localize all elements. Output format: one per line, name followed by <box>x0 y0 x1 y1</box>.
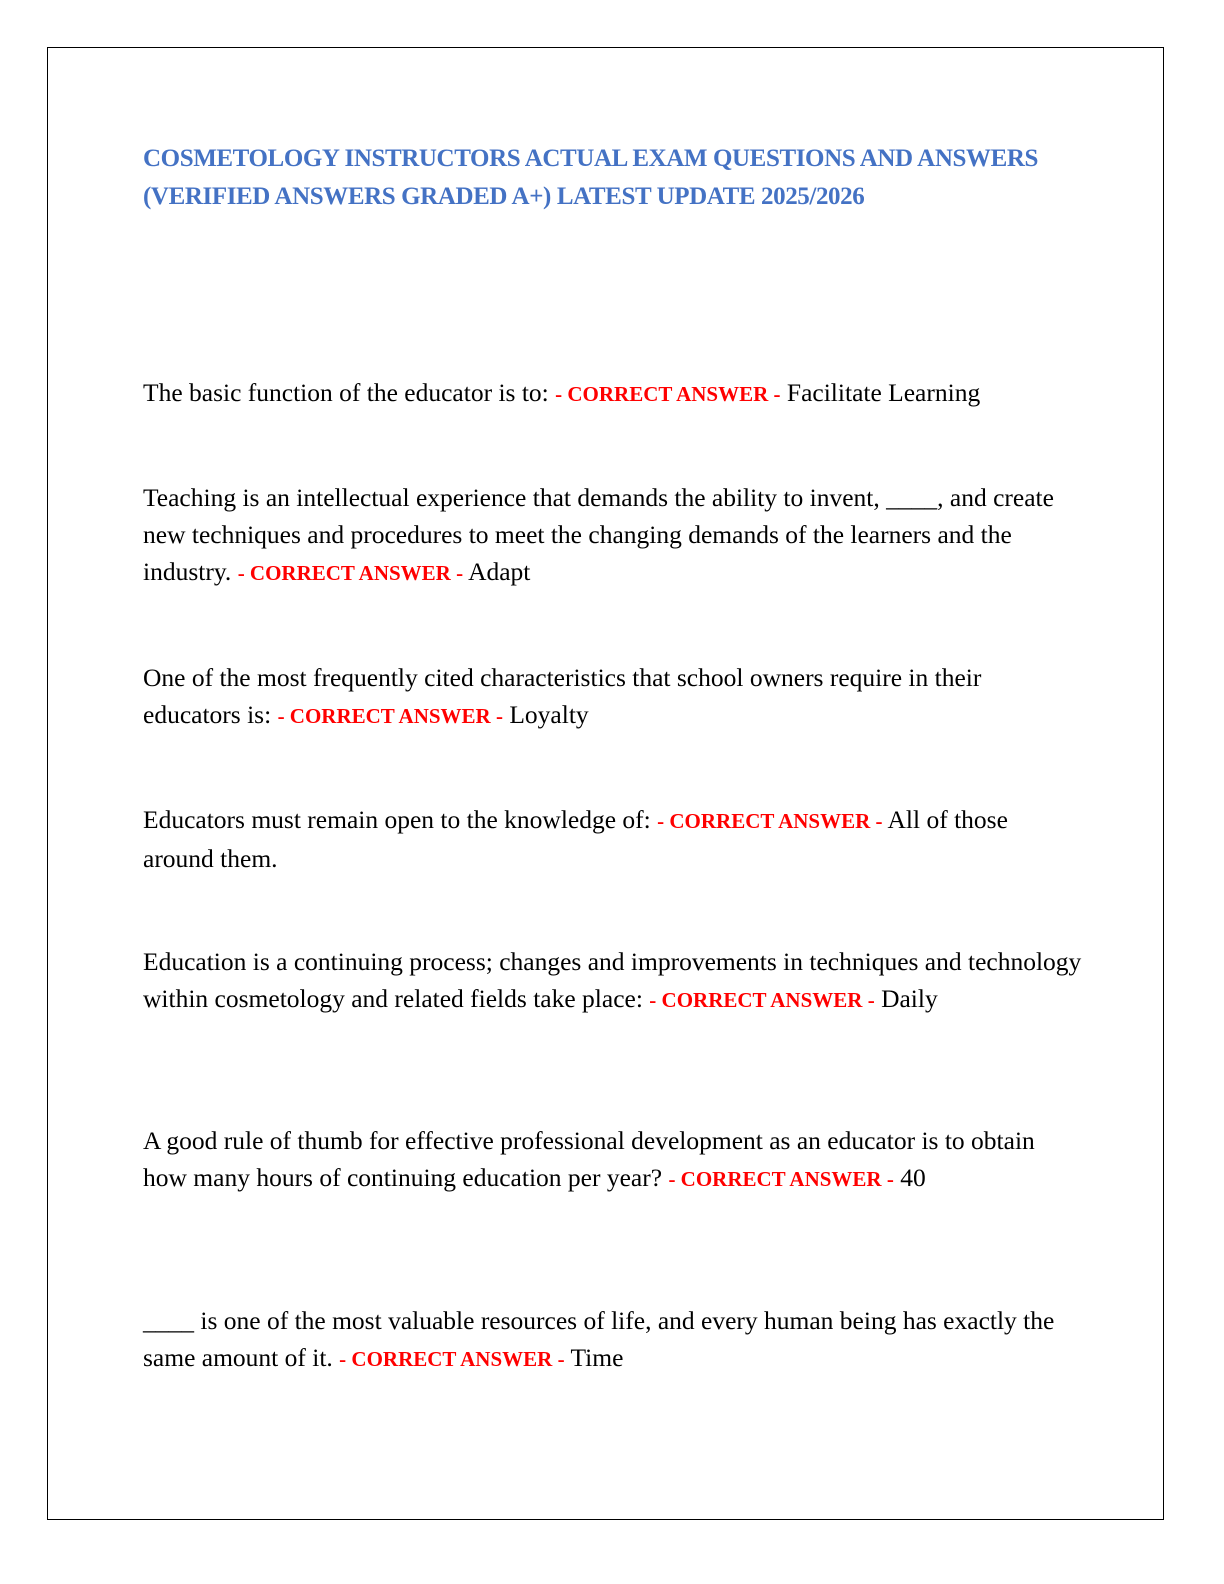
correct-answer-label: - CORRECT ANSWER - <box>237 561 464 585</box>
answer-text: Facilitate Learning <box>786 378 981 407</box>
correct-answer-label: - CORRECT ANSWER - <box>555 382 781 406</box>
answer-text: 40 <box>900 1163 926 1192</box>
correct-answer-label: - CORRECT ANSWER - <box>649 988 875 1012</box>
answer-text: All of those around them. <box>143 805 1008 873</box>
question-text: The basic function of the educator is to: <box>143 378 549 407</box>
qa-item-3 <box>143 659 1083 735</box>
question-text: ____ is one of the most valuable resources of life, and every human being has exactly the same amount of it. <box>143 1306 1055 1372</box>
page-border <box>47 47 1164 1520</box>
qa-item-7 <box>143 1302 1083 1378</box>
answer-text: Time <box>570 1343 624 1372</box>
answer-text: Loyalty <box>509 700 589 729</box>
document-title: COSMETOLOGY INSTRUCTORS ACTUAL EXAM QUESTIONS AND ANSWERS (VERIFIED ANSWERS GRADED A+) LATEST UPDATE 2025/2026 <box>143 145 1039 210</box>
question-text: Educators must remain open to the knowledge of: <box>143 805 651 834</box>
answer-text: Adapt <box>468 557 531 586</box>
qa-item-5 <box>143 943 1083 1019</box>
question-text: Teaching is an intellectual experience that demands the ability to invent, ____, and create new techniques and procedures to meet the changing demands of the learners and the industry. <box>143 483 1054 586</box>
answer-text: Daily <box>881 984 938 1013</box>
correct-answer-label: - CORRECT ANSWER - <box>657 809 883 833</box>
correct-answer-label: - CORRECT ANSWER - <box>339 1347 565 1371</box>
qa-item-4 <box>143 801 1083 877</box>
correct-answer-label: - CORRECT ANSWER - <box>277 704 503 728</box>
qa-item-6 <box>143 1122 1083 1198</box>
correct-answer-label: - CORRECT ANSWER - <box>668 1167 894 1191</box>
qa-item-2 <box>143 479 1083 592</box>
question-text: Education is a continuing process; changes and improvements in techniques and technology within cosmetology and related fields take place: <box>143 947 1082 1013</box>
question-text: A good rule of thumb for effective professional development as an educator is to obtain how many hours of continuing education per year? <box>143 1126 1035 1192</box>
qa-item-1 <box>143 374 1083 413</box>
question-text: One of the most frequently cited characteristics that school owners require in their educators is: <box>143 663 982 729</box>
